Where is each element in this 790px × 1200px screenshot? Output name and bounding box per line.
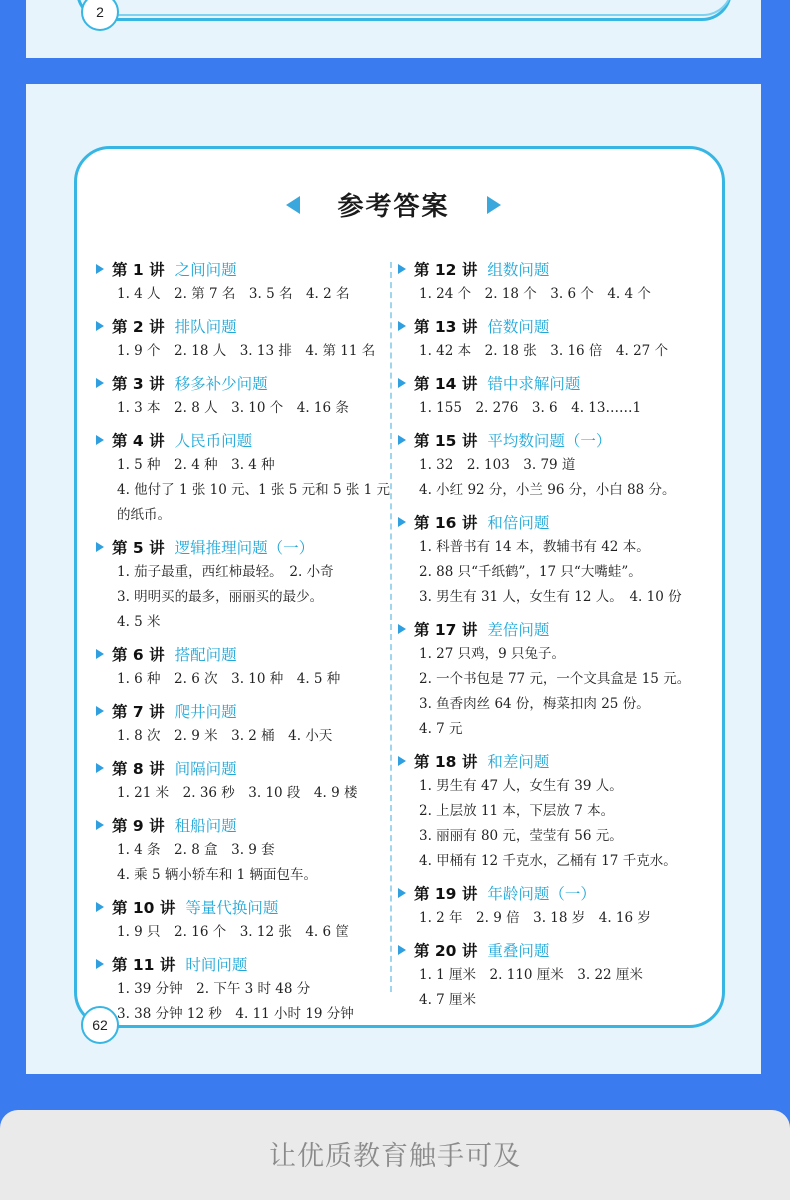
answer-line: 3. 38 分钟 12 秒 4. 11 小时 19 分钟 xyxy=(117,1006,354,1022)
lecture-block xyxy=(96,429,390,528)
answer-line: 1. 24 个 2. 18 个 3. 6 个 4. 4 个 xyxy=(419,286,651,302)
answer-line: 1. 男生有 47 人，女生有 39 人。 xyxy=(419,778,623,794)
answer-line: 1. 27 只鸡，9 只兔子。 xyxy=(419,646,566,662)
lecture-block xyxy=(96,814,386,888)
answer-page-card xyxy=(26,84,761,1074)
lecture-title: 之间问题 xyxy=(174,261,237,279)
lecture-title: 排队问题 xyxy=(174,318,237,336)
lecture-heading xyxy=(398,372,688,396)
footer-slogan: 让优质教育触手可及 xyxy=(269,1141,521,1172)
lecture-number: 第 7 讲 xyxy=(112,703,165,721)
answer-line: 1. 42 本 2. 18 张 3. 16 倍 4. 27 个 xyxy=(419,343,669,359)
lecture-title: 和差问题 xyxy=(487,753,550,771)
lecture-block xyxy=(398,939,688,1013)
lecture-block xyxy=(96,700,386,749)
answer-line: 1. 32 2. 103 3. 79 道 xyxy=(419,457,576,473)
answer-line: 2. 上层放 11 本，下层放 7 本。 xyxy=(419,803,615,819)
left-triangle-icon xyxy=(286,196,300,214)
answer-line: 3. 明明买的最多，丽丽买的最少。 xyxy=(117,589,324,605)
lecture-heading xyxy=(96,429,386,453)
lecture-number: 第 14 讲 xyxy=(414,375,478,393)
answer-line: 1. 8 次 2. 9 米 3. 2 桶 4. 小天 xyxy=(117,728,333,744)
answer-line: 1. 6 种 2. 6 次 3. 10 种 4. 5 种 xyxy=(117,671,341,687)
bullet-arrow-icon xyxy=(398,321,406,331)
bullet-arrow-icon xyxy=(398,517,406,527)
answer-line: 1. 1 厘米 2. 110 厘米 3. 22 厘米 xyxy=(419,967,643,983)
answer-line: 1. 4 人 2. 第 7 名 3. 5 名 4. 2 名 xyxy=(117,286,350,302)
answer-line: 的纸币。 xyxy=(117,507,171,523)
answer-line: 2. 88 只“千纸鹤”，17 只“大嘴蛙”。 xyxy=(419,564,642,580)
lecture-heading xyxy=(96,700,386,724)
lecture-title: 倍数问题 xyxy=(487,318,550,336)
answer-line: 1. 2 年 2. 9 倍 3. 18 岁 4. 16 岁 xyxy=(419,910,651,926)
lecture-number: 第 4 讲 xyxy=(112,432,165,450)
answer-line: 3. 男生有 31 人，女生有 12 人。 4. 10 份 xyxy=(419,589,682,605)
lecture-block xyxy=(398,750,688,874)
right-triangle-icon xyxy=(487,196,501,214)
lecture-number: 第 11 讲 xyxy=(112,956,176,974)
lecture-heading xyxy=(398,511,688,535)
lecture-number: 第 6 讲 xyxy=(112,646,165,664)
answer-line: 1. 科普书有 14 本，教辅书有 42 本。 xyxy=(419,539,650,555)
lecture-heading xyxy=(96,258,386,282)
answers-right-column xyxy=(398,258,691,1021)
lecture-number: 第 5 讲 xyxy=(112,539,165,557)
bullet-arrow-icon xyxy=(96,902,104,912)
previous-page-card xyxy=(26,0,761,58)
lecture-block xyxy=(398,882,688,931)
lecture-block xyxy=(398,372,688,421)
answer-line: 1. 39 分钟 2. 下午 3 时 48 分 xyxy=(117,981,311,997)
lecture-title: 移多补少问题 xyxy=(174,375,268,393)
bullet-arrow-icon xyxy=(96,435,104,445)
lecture-title: 租船问题 xyxy=(174,817,237,835)
lecture-number: 第 13 讲 xyxy=(414,318,478,336)
lecture-title: 搭配问题 xyxy=(174,646,237,664)
title-row xyxy=(26,186,761,223)
lecture-heading xyxy=(398,315,688,339)
answer-line: 1. 155 2. 276 3. 6 4. 13……1 xyxy=(419,400,642,416)
answer-line: 3. 丽丽有 80 元，莹莹有 56 元。 xyxy=(419,828,623,844)
answers-left-column xyxy=(96,258,390,1035)
bullet-arrow-icon xyxy=(96,264,104,274)
answer-line: 4. 甲桶有 12 千克水，乙桶有 17 千克水。 xyxy=(419,853,677,869)
lecture-title: 逻辑推理问题（一） xyxy=(174,539,315,557)
lecture-block xyxy=(96,536,386,635)
answer-line: 1. 21 米 2. 36 秒 3. 10 段 4. 9 楼 xyxy=(117,785,358,801)
bullet-arrow-icon xyxy=(398,945,406,955)
lecture-block xyxy=(398,258,688,307)
lecture-block xyxy=(398,315,688,364)
bullet-arrow-icon xyxy=(398,435,406,445)
column-divider xyxy=(390,262,392,992)
answer-line: 1. 3 本 2. 8 人 3. 10 个 4. 16 条 xyxy=(117,400,349,416)
bullet-arrow-icon xyxy=(96,763,104,773)
lecture-block xyxy=(398,511,688,610)
answer-line: 4. 小红 92 分，小兰 96 分，小白 88 分。 xyxy=(419,482,676,498)
bullet-arrow-icon xyxy=(398,756,406,766)
page-title: 参考答案 xyxy=(337,192,450,222)
lecture-number: 第 12 讲 xyxy=(414,261,478,279)
answer-line: 1. 4 条 2. 8 盒 3. 9 套 xyxy=(117,842,275,858)
lecture-heading xyxy=(398,939,688,963)
lecture-block xyxy=(96,372,386,421)
lecture-title: 等量代换问题 xyxy=(185,899,279,917)
lecture-heading xyxy=(96,315,386,339)
bullet-arrow-icon xyxy=(96,649,104,659)
bullet-arrow-icon xyxy=(398,378,406,388)
answer-line: 4. 7 厘米 xyxy=(419,992,477,1008)
answer-line: 4. 7 元 xyxy=(419,721,463,737)
lecture-number: 第 19 讲 xyxy=(414,885,478,903)
lecture-heading xyxy=(398,750,688,774)
bullet-arrow-icon xyxy=(398,888,406,898)
lecture-title: 间隔问题 xyxy=(174,760,237,778)
bullet-arrow-icon xyxy=(96,820,104,830)
previous-page-frame-inner xyxy=(84,0,733,16)
lecture-title: 重叠问题 xyxy=(487,942,550,960)
lecture-heading xyxy=(96,896,386,920)
lecture-heading xyxy=(96,757,386,781)
previous-page-number: 2 xyxy=(81,0,119,31)
lecture-block xyxy=(398,618,691,742)
answer-line: 4. 乘 5 辆小轿车和 1 辆面包车。 xyxy=(117,867,318,883)
lecture-heading xyxy=(96,536,386,560)
lecture-block xyxy=(96,757,386,806)
bullet-arrow-icon xyxy=(96,321,104,331)
answer-line: 1. 5 种 2. 4 种 3. 4 种 xyxy=(117,457,275,473)
lecture-number: 第 20 讲 xyxy=(414,942,478,960)
lecture-heading xyxy=(96,953,386,977)
bullet-arrow-icon xyxy=(96,706,104,716)
lecture-block xyxy=(96,953,386,1027)
bullet-arrow-icon xyxy=(96,378,104,388)
lecture-block xyxy=(398,429,688,503)
lecture-heading xyxy=(96,372,386,396)
lecture-block xyxy=(96,643,386,692)
lecture-number: 第 18 讲 xyxy=(414,753,478,771)
bullet-arrow-icon xyxy=(96,542,104,552)
lecture-number: 第 2 讲 xyxy=(112,318,165,336)
page-number: 62 xyxy=(81,1006,119,1044)
lecture-title: 时间问题 xyxy=(185,956,248,974)
answer-line: 1. 茄子最重，西红柿最轻。 2. 小奇 xyxy=(117,564,334,580)
answer-line: 4. 他付了 1 张 10 元、1 张 5 元和 5 张 1 元 xyxy=(117,482,390,498)
lecture-block xyxy=(96,896,386,945)
lecture-title: 年龄问题（一） xyxy=(487,885,596,903)
bullet-arrow-icon xyxy=(398,624,406,634)
lecture-block xyxy=(96,258,386,307)
footer-bar xyxy=(0,1110,790,1200)
lecture-title: 错中求解问题 xyxy=(487,375,581,393)
lecture-number: 第 9 讲 xyxy=(112,817,165,835)
lecture-heading xyxy=(398,429,688,453)
answer-line: 4. 5 米 xyxy=(117,614,161,630)
lecture-heading xyxy=(96,814,386,838)
lecture-number: 第 15 讲 xyxy=(414,432,478,450)
answer-line: 2. 一个书包是 77 元，一个文具盒是 15 元。 xyxy=(419,671,691,687)
lecture-title: 组数问题 xyxy=(487,261,550,279)
answer-line: 3. 鱼香肉丝 64 份，梅菜扣肉 25 份。 xyxy=(419,696,650,712)
lecture-heading xyxy=(96,643,386,667)
lecture-number: 第 1 讲 xyxy=(112,261,165,279)
lecture-number: 第 8 讲 xyxy=(112,760,165,778)
answer-line: 1. 9 只 2. 16 个 3. 12 张 4. 6 筐 xyxy=(117,924,349,940)
lecture-block xyxy=(96,315,386,364)
lecture-number: 第 17 讲 xyxy=(414,621,478,639)
lecture-number: 第 3 讲 xyxy=(112,375,165,393)
bullet-arrow-icon xyxy=(96,959,104,969)
lecture-title: 人民币问题 xyxy=(174,432,253,450)
bullet-arrow-icon xyxy=(398,264,406,274)
lecture-title: 差倍问题 xyxy=(487,621,550,639)
lecture-number: 第 10 讲 xyxy=(112,899,176,917)
lecture-number: 第 16 讲 xyxy=(414,514,478,532)
lecture-title: 和倍问题 xyxy=(487,514,550,532)
lecture-title: 平均数问题（一） xyxy=(487,432,612,450)
lecture-heading xyxy=(398,618,688,642)
answer-line: 1. 9 个 2. 18 人 3. 13 排 4. 第 11 名 xyxy=(117,343,376,359)
lecture-heading xyxy=(398,258,688,282)
lecture-title: 爬井问题 xyxy=(174,703,237,721)
lecture-heading xyxy=(398,882,688,906)
